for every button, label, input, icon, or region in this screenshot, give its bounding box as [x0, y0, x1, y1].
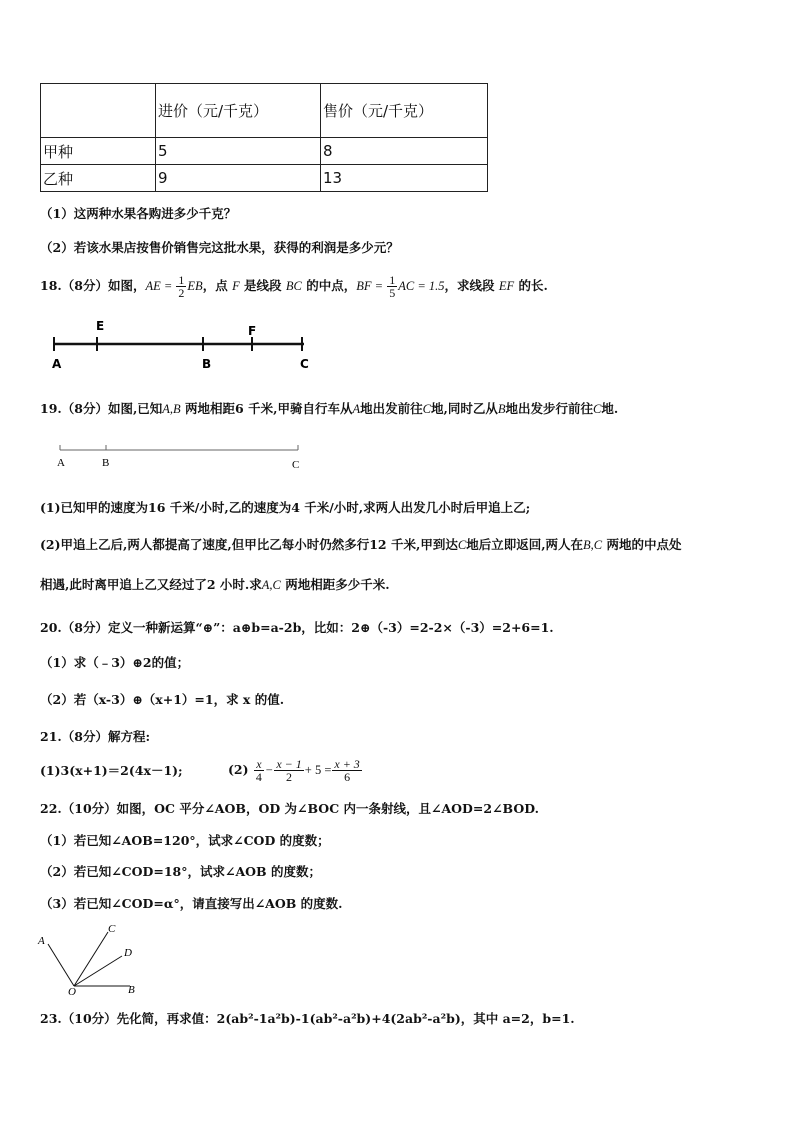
q23-statement: 23.（10分）先化简，再求值：2(ab²-1a²b)-1(ab²-a²b)+4(2ab²-a²b)，其中 a=2，b=1. — [40, 1011, 575, 1026]
q18-eq3: = 1.5 — [414, 279, 445, 293]
q18-ae: AE — [145, 279, 161, 293]
q21-equation-1: (1)3(x+1)＝2(4x－1); — [40, 763, 183, 778]
q19-c: C — [422, 402, 431, 416]
q18-bf: BF — [356, 279, 372, 293]
q19-text: 地,同时乙从 — [430, 401, 498, 416]
q18-fraction-fifth — [387, 274, 397, 299]
q22-part3: （3）若已知∠COD=α°，请直接写出∠AOB 的度数. — [40, 896, 343, 911]
point-label-c: C — [300, 357, 309, 371]
table-cell: 9 — [156, 165, 321, 192]
q19-bc: B,C — [583, 538, 603, 552]
fraction-denominator: 4 — [255, 770, 262, 784]
point-label-b: B — [202, 357, 212, 371]
q22-angle-figure — [34, 922, 144, 996]
table-header-row — [41, 84, 488, 138]
q19-text: 相遇,此时离甲追上乙又经过了2 小时.求 — [40, 577, 262, 592]
minus-sign: − — [264, 763, 274, 777]
fraction-numerator: x + 3 — [334, 757, 360, 771]
q20-part2: （2）若（x-3）⊕（x+1）=1，求 x 的值. — [40, 692, 285, 707]
fraction-denominator: 5 — [389, 286, 396, 300]
table-cell: 甲种 — [41, 138, 156, 165]
table-cell: 乙种 — [41, 165, 156, 192]
q19-part1: (1)已知甲的速度为16 千米/小时,乙的速度为4 千米/小时,求两人出发几小时后甲追上乙; — [40, 500, 531, 515]
q19-segment-figure — [52, 440, 304, 472]
q19-text: 地后立即返回,两人在 — [466, 537, 584, 552]
q20-part1: （1）求（﹣3）⊕2的值； — [40, 655, 190, 670]
q22-statement: 22.（10分）如图，OC 平分∠AOB，OD 为∠BOC 内一条射线，且∠AOD=2∠BOD. — [40, 801, 539, 816]
table-cell: 5 — [156, 138, 321, 165]
point-label-c: C — [292, 459, 300, 471]
q19-ab: A,B — [162, 402, 181, 416]
ray-oa — [48, 944, 74, 986]
q21-equation-2 — [228, 755, 363, 785]
q18-eb: EB — [187, 279, 203, 293]
q21-statement: 21.（8分）解方程: — [40, 729, 151, 744]
table-cell: 13 — [321, 165, 488, 192]
ray-oc — [74, 932, 108, 986]
price-table — [40, 83, 488, 192]
point-label-d: D — [124, 947, 132, 959]
q17-part1: （1）这两种水果各购进多少千克？ — [40, 206, 237, 221]
equation-label: (2) — [228, 762, 249, 777]
q18-bc: BC — [285, 279, 302, 293]
point-label-a: A — [57, 457, 65, 469]
q19-part2 — [40, 537, 682, 553]
q18-fraction-half — [176, 274, 186, 299]
q18-ac: AC — [398, 279, 415, 293]
q19-ac: A,C — [261, 578, 281, 592]
q19-text: 地. — [601, 401, 619, 416]
q19-statement — [40, 401, 618, 417]
q19-text: 地出发步行前往 — [505, 401, 593, 416]
q19-prefix: 19.（8分）如图,已知 — [40, 401, 163, 416]
q18-mid1: ，点 — [202, 278, 233, 293]
fraction-denominator: 2 — [286, 770, 293, 784]
q17-part2: （2）若该水果店按售价销售完这批水果，获得的利润是多少元？ — [40, 240, 399, 255]
table-row — [41, 165, 488, 192]
q18-prefix: 18.（8分）如图， — [40, 278, 146, 293]
q18-eq2: = — [371, 279, 387, 293]
q19-text: 两地相距6 千米,甲骑自行车从 — [180, 401, 353, 416]
q18-eq1: = — [160, 279, 176, 293]
ray-od — [74, 956, 122, 986]
q18-mid3: 的中点， — [301, 278, 357, 293]
q18-ef: EF — [498, 279, 515, 293]
q19-text: 两地的中点处 — [602, 537, 682, 552]
point-label-c: C — [108, 923, 116, 935]
fraction-x-plus-3-over-6 — [332, 758, 361, 783]
table-row — [41, 138, 488, 165]
q22-part1: （1）若已知∠AOB=120°，试求∠COD 的度数； — [40, 833, 330, 848]
q19-b: B — [497, 402, 506, 416]
q19-text: 两地相距多少千米. — [280, 577, 390, 592]
q18-f: F — [232, 279, 240, 293]
point-label-f: F — [248, 324, 257, 338]
q18-statement — [40, 274, 548, 299]
table-header-cell: 进价（元/千克） — [156, 84, 321, 138]
table-cell: 8 — [321, 138, 488, 165]
plus-five-equals: + 5 = — [304, 763, 332, 777]
point-label-o: O — [68, 986, 76, 996]
fraction-numerator: x − 1 — [276, 757, 302, 771]
fraction-denominator: 6 — [344, 770, 351, 784]
fraction-numerator: 1 — [178, 273, 185, 287]
point-label-b: B — [128, 984, 135, 996]
fraction-numerator: 1 — [389, 273, 396, 287]
fraction-denominator: 2 — [178, 286, 185, 300]
fraction-numerator: x — [256, 757, 262, 771]
q18-mid4: ，求线段 — [444, 278, 499, 293]
q22-part2: （2）若已知∠COD=18°，试求∠AOB 的度数； — [40, 864, 321, 879]
q19-a: A — [352, 402, 361, 416]
fraction-x-over-4 — [254, 758, 264, 783]
q19-text: (2)甲追上乙后,两人都提高了速度,但甲比乙每小时仍然多行12 千米,甲到达 — [40, 537, 458, 552]
table-header-cell: 售价（元/千克） — [321, 84, 488, 138]
q19-c: C — [457, 538, 467, 552]
q19-text: 地出发前往 — [360, 401, 423, 416]
q18-segment-figure — [40, 312, 330, 376]
table-header-cell — [41, 84, 156, 138]
point-label-a: A — [52, 357, 62, 371]
q20-statement: 20.（8分）定义一种新运算“⊕”：a⊕b=a-2b，比如：2⊕（-3）=2-2×（-3）=2+6=1. — [40, 620, 554, 635]
q18-suffix: 的长. — [514, 278, 548, 293]
q19-part2-cont — [40, 577, 390, 593]
q18-mid2: 是线段 — [239, 278, 286, 293]
point-label-b: B — [102, 457, 110, 469]
point-label-e: E — [96, 319, 105, 333]
q19-c: C — [592, 402, 602, 416]
point-label-a: A — [38, 935, 45, 947]
fraction-x-minus-1-over-2 — [274, 758, 303, 783]
